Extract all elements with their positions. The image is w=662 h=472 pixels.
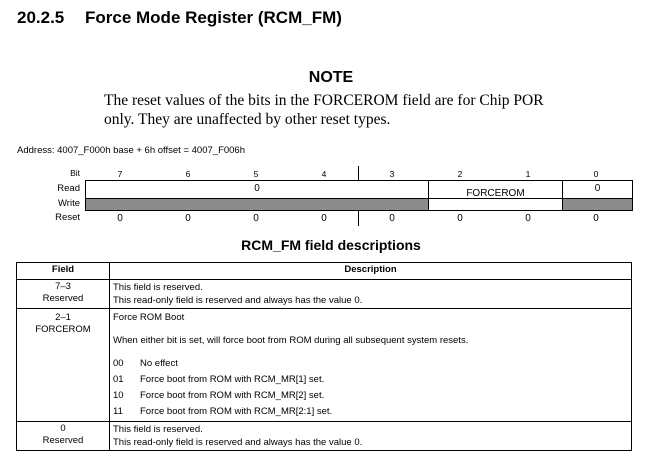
description-cell: [110, 280, 632, 309]
encoding-text: Force boot from ROM with RCM_MR[2:1] set.: [140, 406, 333, 417]
encoding-row: [113, 373, 628, 386]
description-line: This field is reserved.: [113, 424, 203, 435]
bit-number: 0: [593, 169, 599, 179]
bit-number: 5: [253, 169, 259, 179]
field-summary: Force ROM Boot: [113, 312, 185, 323]
reset-value: 0: [321, 213, 327, 224]
encoding-code: 00: [113, 358, 124, 369]
encoding-row: [113, 405, 628, 418]
table-row: [17, 280, 632, 309]
description-column-header: Description: [110, 263, 632, 280]
bit-number: 2: [457, 169, 463, 179]
field-bits: 7–3: [55, 281, 71, 292]
bit-number: 7: [117, 169, 123, 179]
bit-row-label: Bit: [70, 168, 80, 178]
bit-number: 4: [321, 169, 327, 179]
field-cell: [17, 309, 110, 422]
field-column-header: Field: [17, 263, 110, 280]
note-text: The reset values of the bits in the FORCEROM field are for Chip POR only. They are unaffected by other reset types.: [104, 92, 544, 128]
field-bits: 2–1: [55, 312, 71, 323]
encoding-code: 11: [113, 406, 123, 417]
bit-number: 6: [185, 169, 191, 179]
encoding-row: [113, 357, 628, 370]
section-number: 20.2.5: [17, 8, 65, 27]
description-cell: [110, 309, 632, 422]
description-line: This field is reserved.: [113, 282, 203, 293]
encoding-code: 10: [113, 390, 124, 401]
reset-value: 0: [117, 213, 123, 224]
field-cell: [17, 422, 110, 451]
read-reserved-low-value: 0: [594, 183, 601, 194]
write-row-label: Write: [58, 198, 80, 209]
note-title: NOTE: [308, 69, 354, 86]
bit-number: 1: [525, 169, 531, 179]
description-line: This read-only field is reserved and always has the value 0.: [113, 437, 363, 448]
description-line: This read-only field is reserved and always has the value 0.: [113, 295, 363, 306]
write-reserved-low-shade: [563, 199, 632, 210]
field-bits: 0: [60, 423, 66, 434]
description-cell: [110, 422, 632, 451]
field-name: Reserved: [42, 435, 84, 446]
field-detail: When either bit is set, will force boot from ROM during all subsequent system resets.: [113, 335, 469, 346]
reset-value: 0: [525, 213, 531, 224]
table-row: [17, 309, 632, 422]
register-grid: [0, 0, 662, 230]
encoding-row: [113, 389, 628, 402]
reset-value: 0: [457, 213, 463, 224]
field-name: Reserved: [42, 293, 84, 304]
register-diagram: [0, 0, 662, 230]
read-row-label: Read: [57, 183, 80, 194]
section-title: Force Mode Register (RCM_FM): [85, 8, 342, 27]
read-field-forcerom: FORCEROM: [466, 188, 525, 199]
bit-number: 3: [389, 169, 395, 179]
encoding-text: Force boot from ROM with RCM_MR[1] set.: [140, 374, 325, 385]
read-reserved-high-value: 0: [254, 183, 260, 194]
field-cell: [17, 280, 110, 309]
encoding-code: 01: [113, 374, 124, 385]
register-address: Address: 4007_F000h base + 6h offset = 4007_F006h: [17, 145, 245, 156]
reset-value: 0: [593, 213, 599, 224]
reset-value: 0: [253, 213, 259, 224]
field-table-title: RCM_FM field descriptions: [241, 237, 421, 253]
reset-value: 0: [185, 213, 191, 224]
encoding-text: No effect: [140, 358, 178, 369]
field-name: FORCEROM: [35, 324, 91, 335]
field-descriptions-table: [16, 262, 632, 451]
table-header-row: [17, 263, 632, 280]
reset-row-label: Reset: [55, 212, 80, 223]
table-row: [17, 422, 632, 451]
write-reserved-high-shade: [86, 199, 428, 210]
reset-value: 0: [389, 213, 395, 224]
encoding-text: Force boot from ROM with RCM_MR[2] set.: [140, 390, 325, 401]
